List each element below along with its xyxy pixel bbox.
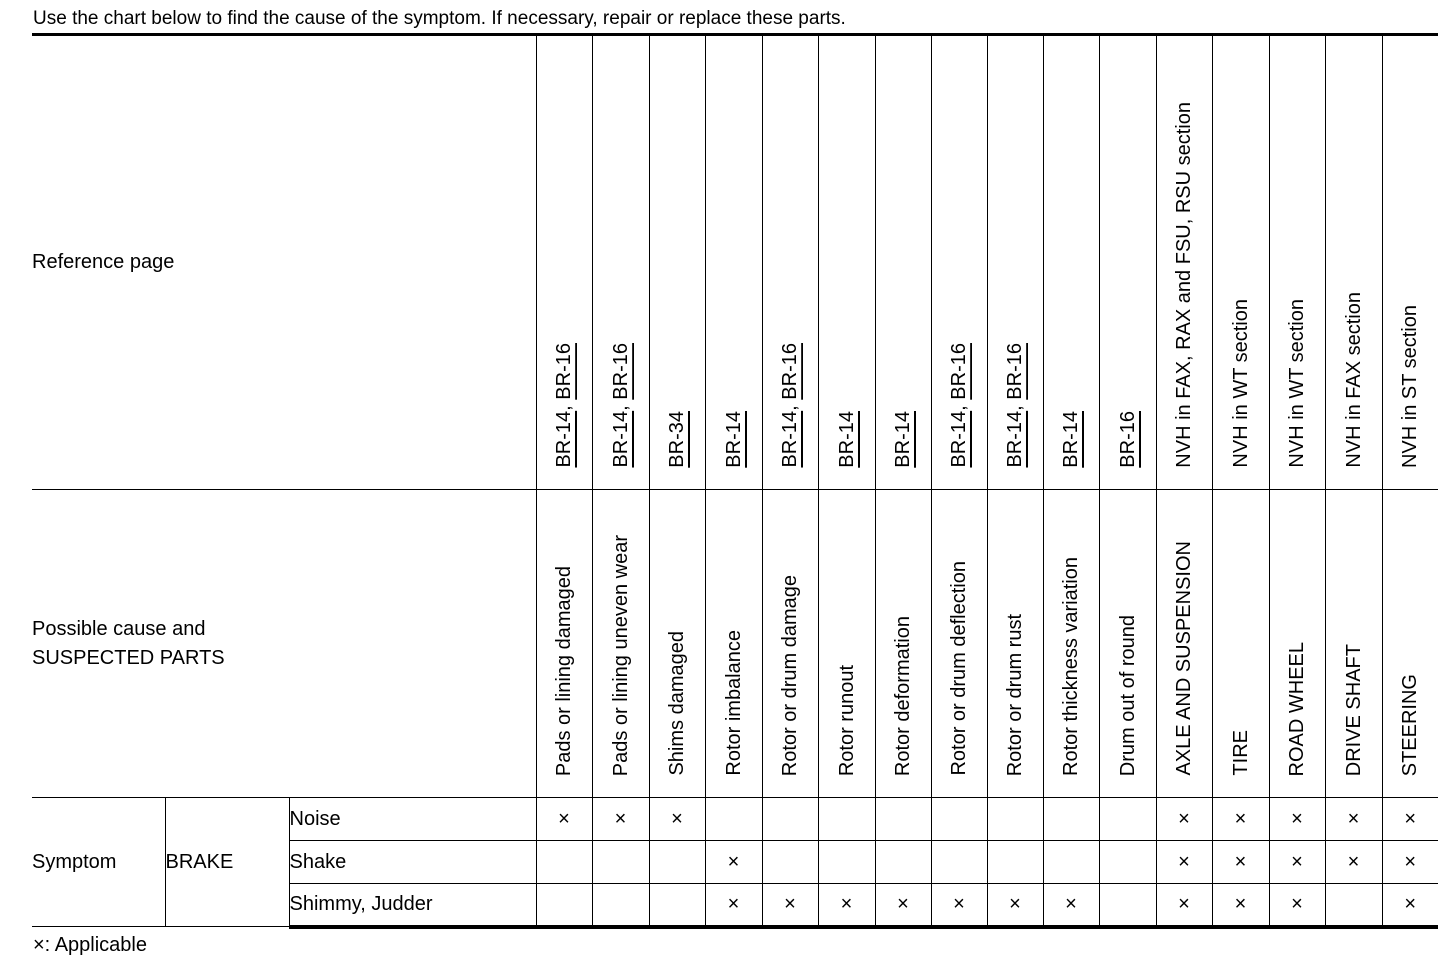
reference-text <box>721 411 747 483</box>
cause-text: Rotor or drum rust <box>1004 613 1026 776</box>
reference-link: BR-14 <box>722 411 745 468</box>
reference-cell <box>705 35 762 490</box>
reference-text <box>834 411 860 483</box>
reference-text <box>890 411 916 483</box>
cause-text: Rotor or drum damage <box>779 574 801 776</box>
reference-separator: , <box>553 400 575 412</box>
reference-cell <box>818 35 875 490</box>
cause-cell <box>875 490 931 798</box>
reference-link: BR-16 <box>1116 411 1139 468</box>
empty-cell <box>818 841 875 884</box>
footnote: ×: Applicable <box>33 934 147 956</box>
reference-cell <box>1043 35 1099 490</box>
applicable-mark: × <box>1269 884 1325 927</box>
cause-cell <box>592 490 649 798</box>
cause-text: Rotor imbalance <box>722 630 745 776</box>
reference-text <box>551 343 577 483</box>
intro-text: Use the chart below to find the cause of the symptom. If necessary, repair or replace these parts. <box>33 8 846 29</box>
cause-text: Pads or lining uneven wear <box>609 534 632 776</box>
empty-cell <box>649 884 705 927</box>
cause-cell <box>762 490 818 798</box>
reference-text <box>1228 299 1254 483</box>
empty-cell <box>1099 884 1156 927</box>
reference-link: BR-16 <box>609 343 632 401</box>
diagnosis-chart <box>32 33 1438 929</box>
cause-cell <box>1156 490 1212 798</box>
reference-text <box>1397 305 1423 483</box>
cause-cell <box>1099 490 1156 798</box>
empty-cell <box>649 841 705 884</box>
cause-cell <box>536 490 592 798</box>
empty-cell <box>931 798 987 841</box>
applicable-mark: × <box>705 841 762 884</box>
reference-cell <box>1099 35 1156 490</box>
applicable-mark: × <box>1269 798 1325 841</box>
applicable-mark: × <box>1156 798 1212 841</box>
reference-link: BR-14 <box>1004 411 1026 468</box>
reference-cell <box>1325 35 1382 490</box>
cause-cell <box>1382 490 1438 798</box>
applicable-mark: × <box>536 798 592 841</box>
reference-row <box>32 35 1438 490</box>
cause-text: DRIVE SHAFT <box>1342 643 1365 776</box>
empty-cell <box>875 841 931 884</box>
cause-cell <box>649 490 705 798</box>
reference-text-plain: NVH in WT section <box>1286 299 1308 468</box>
reference-cell <box>592 35 649 490</box>
cause-cell <box>705 490 762 798</box>
cause-text: ROAD WHEEL <box>1286 641 1308 776</box>
empty-cell <box>1099 841 1156 884</box>
empty-cell <box>1043 841 1099 884</box>
applicable-mark: × <box>1382 841 1438 884</box>
reference-text <box>1284 299 1310 483</box>
cause-cell <box>1269 490 1325 798</box>
applicable-mark: × <box>987 884 1043 927</box>
empty-cell <box>875 798 931 841</box>
reference-link: BR-14 <box>948 411 970 468</box>
reference-separator: , <box>948 400 970 412</box>
reference-link: BR-16 <box>948 343 970 401</box>
reference-link: BR-14 <box>1060 411 1082 468</box>
reference-text <box>1341 292 1367 483</box>
empty-cell <box>762 798 818 841</box>
empty-cell <box>592 841 649 884</box>
empty-cell <box>536 841 592 884</box>
cause-text: Pads or lining damaged <box>553 565 575 776</box>
symptom-name: Shake <box>289 841 536 884</box>
reference-cell <box>931 35 987 490</box>
applicable-mark: × <box>1212 841 1269 884</box>
cause-cell <box>818 490 875 798</box>
symptom-label: Symptom <box>32 798 165 927</box>
reference-link: BR-34 <box>666 411 688 468</box>
reference-link: BR-16 <box>1004 343 1026 401</box>
applicable-mark: × <box>931 884 987 927</box>
applicable-mark: × <box>649 798 705 841</box>
reference-cell <box>1382 35 1438 490</box>
cause-cell <box>931 490 987 798</box>
reference-cell <box>875 35 931 490</box>
reference-text <box>946 343 972 483</box>
cause-text: AXLE AND SUSPENSION <box>1173 541 1195 776</box>
reference-link: BR-14 <box>553 411 575 468</box>
empty-cell <box>536 884 592 927</box>
reference-link: BR-16 <box>553 343 575 401</box>
reference-cell <box>987 35 1043 490</box>
reference-cell <box>1212 35 1269 490</box>
reference-text <box>1115 411 1141 483</box>
cause-text: TIRE <box>1229 730 1252 776</box>
applicable-mark: × <box>1212 798 1269 841</box>
cause-label-line2: SUSPECTED PARTS <box>32 646 225 669</box>
empty-cell <box>705 798 762 841</box>
empty-cell <box>1043 798 1099 841</box>
cause-text: Rotor or drum deflection <box>948 561 970 776</box>
applicable-mark: × <box>818 884 875 927</box>
reference-cell <box>1156 35 1212 490</box>
applicable-mark: × <box>1325 841 1382 884</box>
applicable-mark: × <box>1156 884 1212 927</box>
empty-cell <box>818 798 875 841</box>
cause-row <box>32 490 1438 798</box>
empty-cell <box>762 841 818 884</box>
reference-text-plain: NVH in ST section <box>1399 304 1422 468</box>
reference-link: BR-14 <box>892 411 914 468</box>
cause-text: Rotor thickness variation <box>1060 557 1082 776</box>
reference-link: BR-14 <box>779 411 801 468</box>
reference-text-plain: NVH in FAX, RAX and FSU, RSU section <box>1173 102 1195 468</box>
reference-link: BR-14 <box>609 411 632 468</box>
applicable-mark: × <box>1156 841 1212 884</box>
reference-cell <box>1269 35 1325 490</box>
applicable-mark: × <box>1325 798 1382 841</box>
reference-cell <box>649 35 705 490</box>
symptom-name: Shimmy, Judder <box>289 884 536 927</box>
reference-text <box>1058 411 1084 483</box>
symptom-row <box>32 798 1438 841</box>
symptom-name: Noise <box>289 798 536 841</box>
reference-text <box>1171 102 1197 483</box>
cause-label-line1: Possible cause and <box>32 617 206 640</box>
reference-link: BR-14 <box>835 411 858 468</box>
reference-label-cell <box>32 35 536 490</box>
reference-separator: , <box>1004 400 1026 412</box>
reference-cell <box>536 35 592 490</box>
empty-cell <box>1325 884 1382 927</box>
applicable-mark: × <box>1382 884 1438 927</box>
reference-separator: , <box>779 400 801 412</box>
empty-cell <box>931 841 987 884</box>
empty-cell <box>987 841 1043 884</box>
applicable-mark: × <box>762 884 818 927</box>
reference-text <box>1002 343 1028 483</box>
empty-cell <box>592 884 649 927</box>
cause-text: Rotor runout <box>835 664 858 776</box>
cause-cell <box>987 490 1043 798</box>
reference-text-plain: NVH in FAX section <box>1342 292 1365 468</box>
empty-cell <box>987 798 1043 841</box>
cause-text: Rotor deformation <box>892 615 914 776</box>
cause-cell <box>1325 490 1382 798</box>
cause-text: Drum out of round <box>1116 614 1139 776</box>
reference-separator: , <box>609 400 632 412</box>
applicable-mark: × <box>1043 884 1099 927</box>
category-label: BRAKE <box>165 798 289 927</box>
applicable-mark: × <box>875 884 931 927</box>
reference-label: Reference page <box>32 251 175 273</box>
reference-link: BR-16 <box>779 343 801 401</box>
cause-cell <box>1043 490 1099 798</box>
reference-cell <box>762 35 818 490</box>
applicable-mark: × <box>1212 884 1269 927</box>
cause-label-cell <box>32 490 536 798</box>
reference-text-plain: NVH in WT section <box>1229 299 1252 468</box>
applicable-mark: × <box>1269 841 1325 884</box>
applicable-mark: × <box>705 884 762 927</box>
reference-text <box>608 343 634 483</box>
cause-cell <box>1212 490 1269 798</box>
cause-text: STEERING <box>1399 673 1422 776</box>
reference-text <box>664 411 690 483</box>
cause-text: Shims damaged <box>666 631 688 776</box>
reference-text <box>777 343 803 483</box>
applicable-mark: × <box>592 798 649 841</box>
applicable-mark: × <box>1382 798 1438 841</box>
empty-cell <box>1099 798 1156 841</box>
